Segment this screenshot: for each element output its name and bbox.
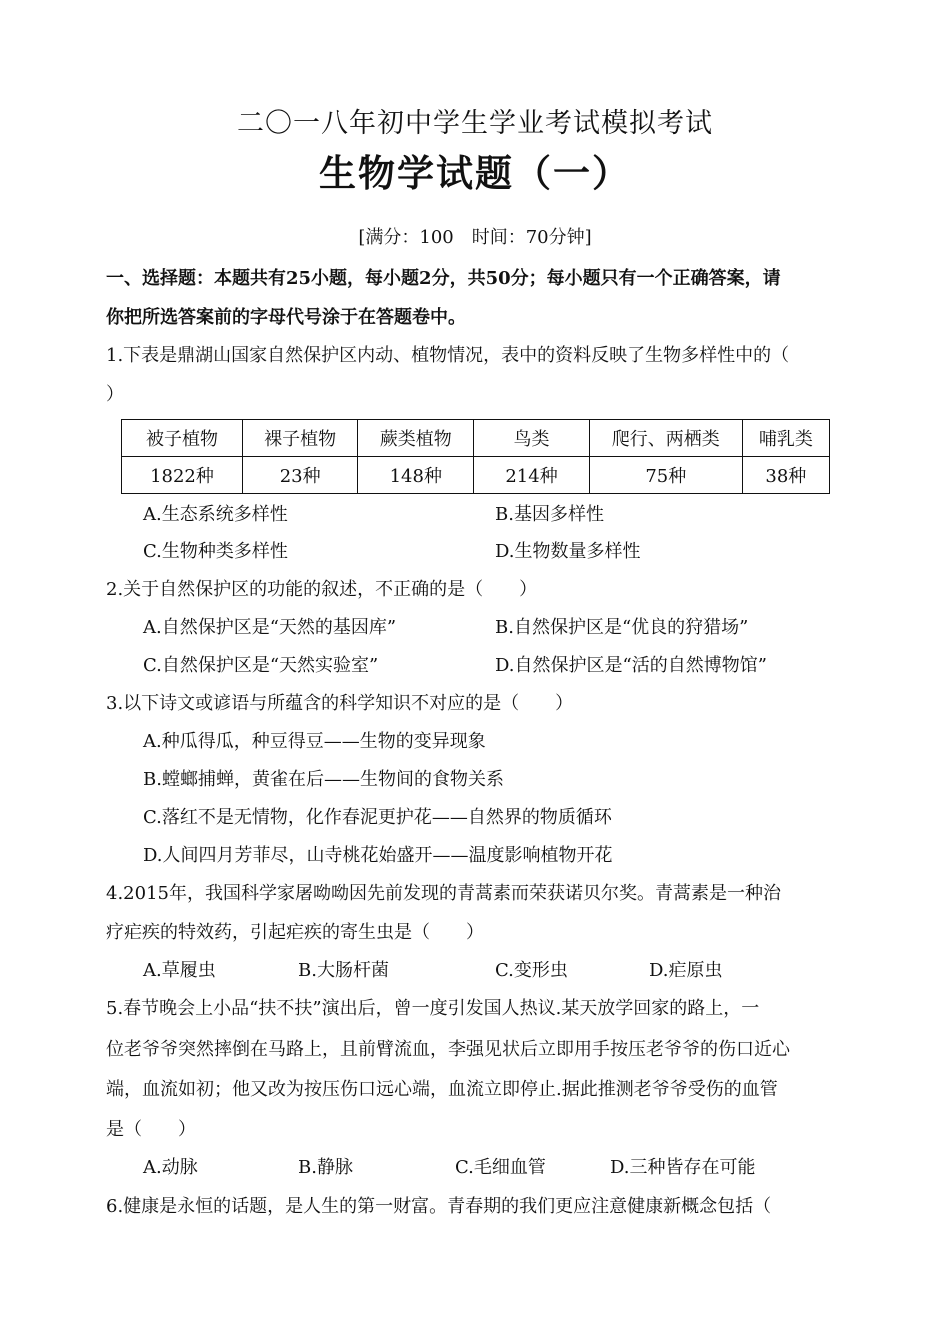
q4-stem-line2: 疗疟疾的特效药，引起疟疾的寄生虫是（ ）: [106, 922, 484, 943]
table-row: [122, 457, 830, 494]
q2-stem: 2.关于自然保护区的功能的叙述，不正确的是（ ）: [106, 579, 538, 600]
q5-option-c: C.毛细血管: [455, 1157, 546, 1178]
q4-option-c: C.变形虫: [495, 960, 568, 981]
section-instructions-line1: 一、选择题：本题共有25小题，每小题2分，共50分；每小题只有一个正确答案，请: [106, 268, 781, 289]
q1-stem-line2: ）: [106, 384, 124, 405]
q4-option-a: A.草履虫: [143, 960, 216, 981]
q3-option-b: B.螳螂捕蝉，黄雀在后——生物间的食物关系: [143, 769, 504, 790]
q5-option-b: B.静脉: [298, 1157, 353, 1178]
table-cell: 38种: [742, 457, 829, 494]
table-cell: 23种: [242, 457, 357, 494]
section-instructions-line2: 你把所选答案前的字母代号涂于在答题卷中。: [106, 307, 466, 328]
table-header-cell: 蕨类植物: [358, 420, 474, 457]
q4-stem-line1: 4.2015年，我国科学家屠呦呦因先前发现的青蒿素而荣获诺贝尔奖。青蒿素是一种治: [106, 883, 781, 904]
q5-stem-line4: 是（ ）: [106, 1119, 196, 1140]
q2-option-c: C.自然保护区是“天然实验室”: [143, 655, 379, 676]
q5-stem-line1: 5.春节晚会上小品“扶不扶”演出后，曾一度引发国人热议.某天放学回家的路上，一: [106, 998, 760, 1019]
exam-meta: [满分：100 时间：70分钟]: [358, 227, 592, 248]
q2-option-d: D.自然保护区是“活的自然博物馆”: [495, 655, 767, 676]
table-header-cell: 爬行、两栖类: [589, 420, 742, 457]
exam-title: 二〇一八年初中学生学业考试模拟考试: [237, 108, 713, 139]
table-header-cell: 哺乳类: [742, 420, 829, 457]
q5-option-d: D.三种皆存在可能: [610, 1157, 756, 1178]
q1-option-d: D.生物数量多样性: [495, 541, 641, 562]
table-header-row: [122, 420, 830, 457]
table-cell: 75种: [589, 457, 742, 494]
q6-stem-line1: 6.健康是永恒的话题，是人生的第一财富。青春期的我们更应注意健康新概念包括（: [106, 1196, 772, 1217]
q4-option-b: B.大肠杆菌: [298, 960, 389, 981]
q5-stem-line3: 端，血流如初；他又改为按压伤口远心端，血流立即停止.据此推测老爷爷受伤的血管: [106, 1079, 778, 1100]
q1-stem-line1: 1.下表是鼎湖山国家自然保护区内动、植物情况，表中的资料反映了生物多样性中的（: [106, 345, 790, 366]
q5-option-a: A.动脉: [143, 1157, 198, 1178]
table-cell: 1822种: [122, 457, 243, 494]
exam-subtitle: 生物学试题（一）: [319, 152, 631, 195]
species-table: [121, 419, 830, 494]
q2-option-a: A.自然保护区是“天然的基因库”: [143, 617, 397, 638]
q1-option-a: A.生态系统多样性: [143, 504, 288, 525]
q4-option-d: D.疟原虫: [649, 960, 723, 981]
table-cell: 214种: [474, 457, 590, 494]
q1-option-b: B.基因多样性: [495, 504, 604, 525]
q3-stem: 3.以下诗文或谚语与所蕴含的科学知识不对应的是（ ）: [106, 693, 574, 714]
q2-option-b: B.自然保护区是“优良的狩猎场”: [495, 617, 749, 638]
table-cell: 148种: [358, 457, 474, 494]
q5-stem-line2: 位老爷爷突然摔倒在马路上，且前臂流血，李强见状后立即用手按压老爷爷的伤口近心: [106, 1039, 790, 1060]
table-header-cell: 鸟类: [474, 420, 590, 457]
table-header-cell: 被子植物: [122, 420, 243, 457]
q1-option-c: C.生物种类多样性: [143, 541, 288, 562]
q3-option-c: C.落红不是无情物，化作春泥更护花——自然界的物质循环: [143, 807, 612, 828]
q3-option-a: A.种瓜得瓜，种豆得豆——生物的变异现象: [143, 731, 486, 752]
table-header-cell: 裸子植物: [242, 420, 357, 457]
q3-option-d: D.人间四月芳菲尽，山寺桃花始盛开——温度影响植物开花: [143, 845, 613, 866]
